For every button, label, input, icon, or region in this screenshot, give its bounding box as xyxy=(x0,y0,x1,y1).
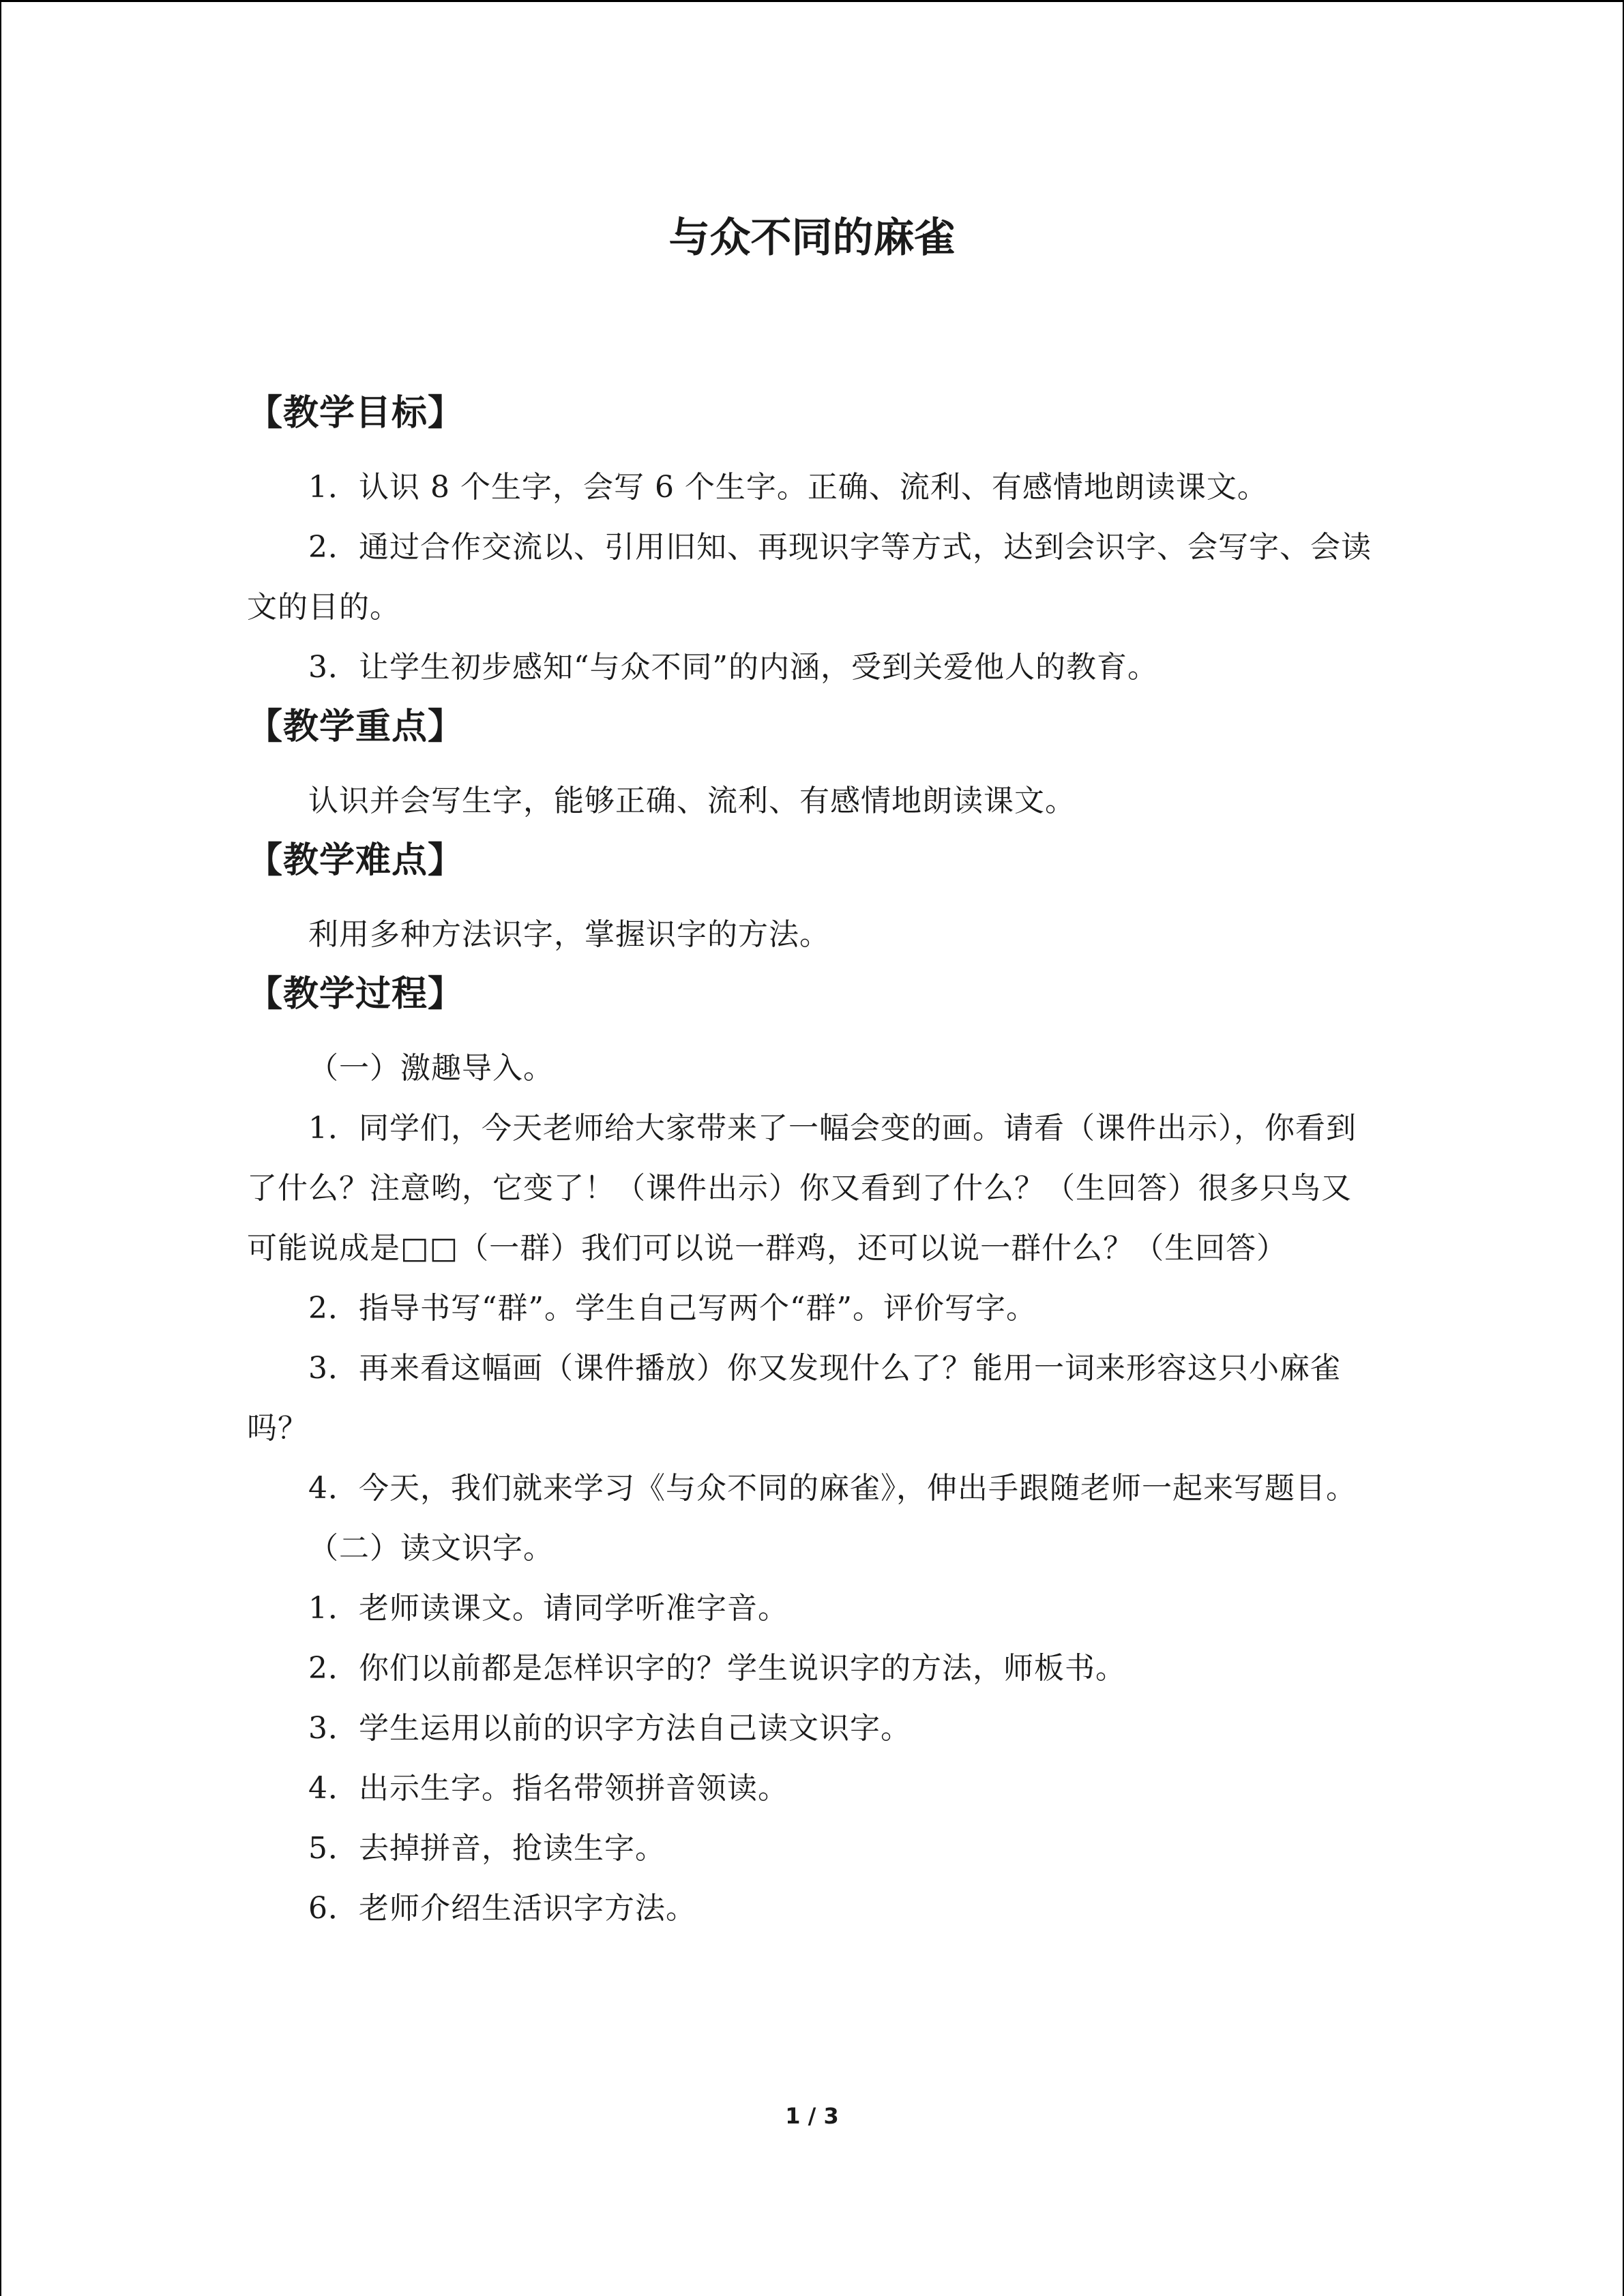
page-number: 1 / 3 xyxy=(785,2103,839,2129)
section-heading: 【教学难点】 xyxy=(247,840,464,881)
section-key-points xyxy=(247,698,1381,831)
document-title: 与众不同的麻雀 xyxy=(668,214,956,262)
paragraph: 认识并会写生字，能够正确、流利、有感情地朗读课文。 xyxy=(308,784,1076,818)
subheading: （二）读文识字。 xyxy=(308,1531,554,1566)
paragraph: 6．老师介绍生活识字方法。 xyxy=(308,1891,696,1926)
paragraph: 2．你们以前都是怎样识字的？学生说识字的方法，师板书。 xyxy=(308,1651,1126,1686)
paragraph: 2．指导书写“群”。学生自己写两个“群”。评价写字。 xyxy=(308,1291,1037,1326)
section-difficulties xyxy=(247,831,1381,965)
section-objectives xyxy=(247,384,1381,698)
document-body xyxy=(247,384,1381,1939)
paragraph: 3．学生运用以前的识字方法自己读文识字。 xyxy=(308,1711,911,1746)
section-heading: 【教学目标】 xyxy=(247,393,464,434)
paragraph: 1．同学们，今天老师给大家带来了一幅会变的画。请看（课件出示），你看到了什么？注意哟，它变了！（课件出示）你又看到了什么？（生回答）很多只鸟又可能说成是□□（一群）我们可以说一群鸡，还可以说一群什么？（生回答） xyxy=(247,1111,1357,1266)
section-heading: 【教学过程】 xyxy=(247,974,464,1015)
paragraph: 1．认识 8 个生字，会写 6 个生字。正确、流利、有感情地朗读课文。 xyxy=(308,470,1268,505)
paragraph: 5．去掉拼音，抢读生字。 xyxy=(308,1831,666,1866)
paragraph: 1．老师读课文。请同学听准字音。 xyxy=(308,1591,788,1626)
section-heading: 【教学重点】 xyxy=(247,706,464,747)
paragraph: 4．今天，我们就来学习《与众不同的麻雀》，伸出手跟随老师一起来写题目。 xyxy=(308,1471,1357,1506)
paragraph: 2．通过合作交流以、引用旧知、再现识字等方式，达到会识字、会写字、会读文的目的。 xyxy=(247,530,1372,625)
paragraph: 3．再来看这幅画（课件播放）你又发现什么了？能用一词来形容这只小麻雀吗？ xyxy=(247,1351,1341,1446)
subheading: （一）激趣导入。 xyxy=(308,1051,554,1086)
paragraph: 4．出示生字。指名带领拼音领读。 xyxy=(308,1771,788,1806)
section-process xyxy=(247,965,1381,1939)
paragraph: 3．让学生初步感知“与众不同”的内涵，受到关爱他人的教育。 xyxy=(308,650,1158,685)
paragraph: 利用多种方法识字，掌握识字的方法。 xyxy=(308,917,830,952)
